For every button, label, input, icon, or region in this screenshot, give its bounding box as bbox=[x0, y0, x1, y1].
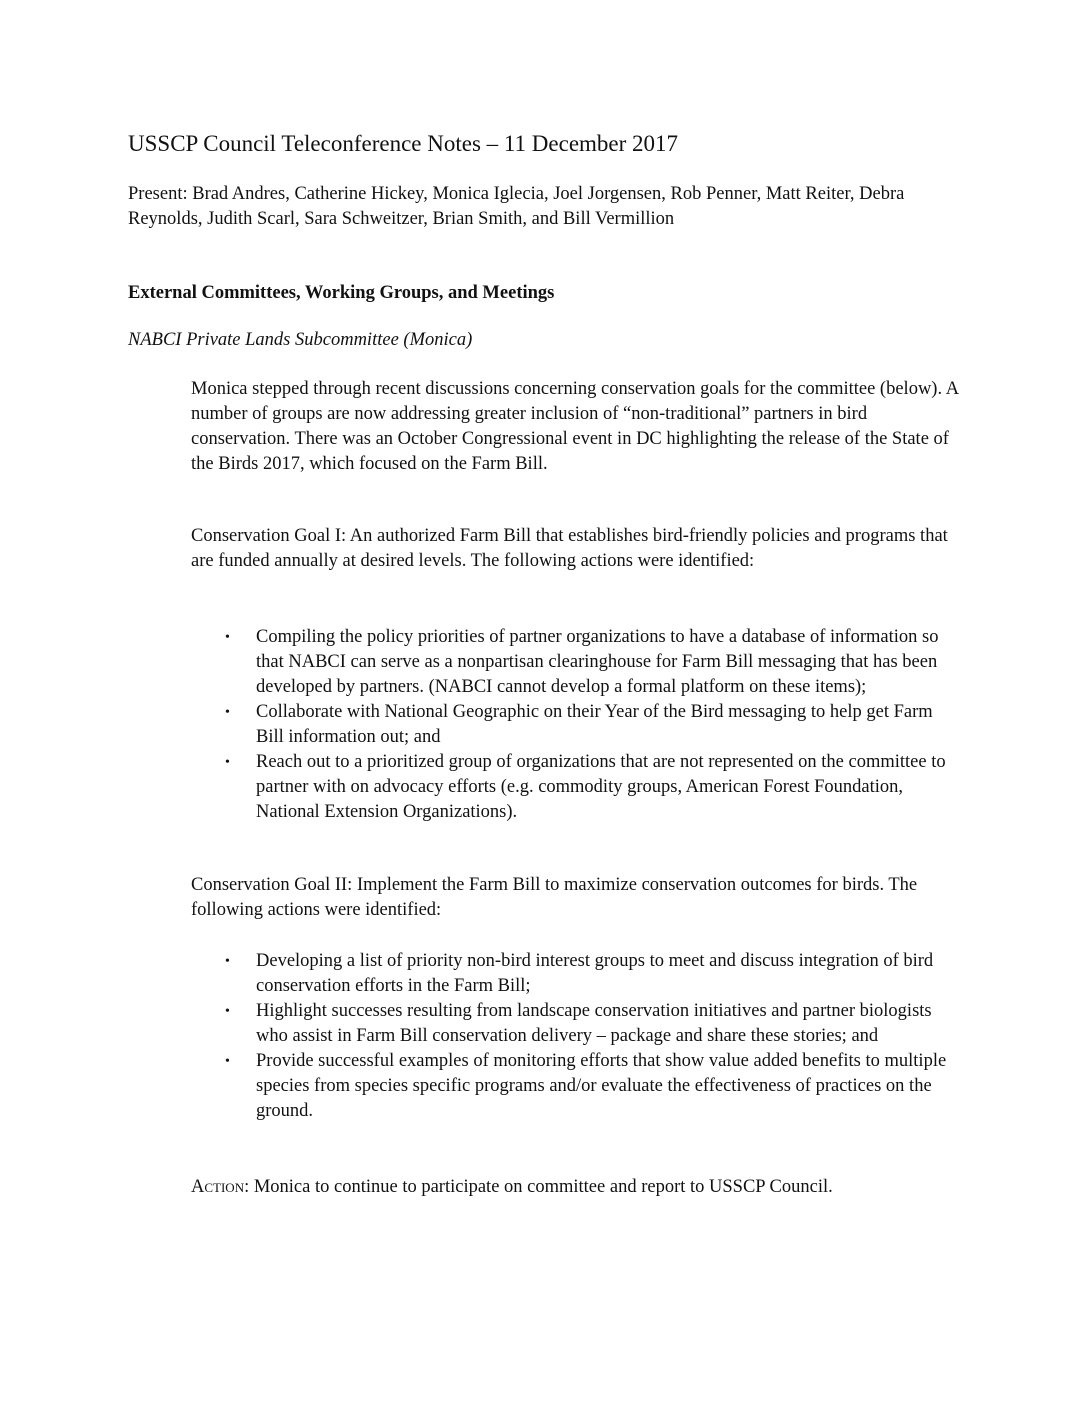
section-heading: External Committees, Working Groups, and Meetings bbox=[128, 283, 555, 303]
bullet-icon: • bbox=[225, 755, 230, 770]
list-item-text: Highlight successes resulting from landscape conservation initiatives and partner biologists who assist in Farm Bill conservation delivery – package and share these stories; and bbox=[256, 1001, 932, 1046]
list-item bbox=[225, 750, 965, 825]
goal-2-paragraph: Conservation Goal II: Implement the Farm Bill to maximize conservation outcomes for birds. The following actions were identified: bbox=[191, 875, 918, 920]
goal-1-paragraph: Conservation Goal I: An authorized Farm Bill that establishes bird-friendly policies and programs that are funded annually at desired levels. The following actions were identified: bbox=[191, 526, 948, 571]
action-item bbox=[191, 1175, 961, 1200]
list-item bbox=[225, 700, 965, 750]
list-item-text: Developing a list of priority non-bird interest groups to meet and discuss integration of bird conservation efforts in the Farm Bill; bbox=[256, 951, 934, 996]
bullet-icon: • bbox=[225, 1004, 230, 1019]
action-label: Action bbox=[191, 1177, 245, 1197]
list-item bbox=[225, 949, 965, 999]
list-item bbox=[225, 1049, 965, 1124]
document-title: USSCP Council Teleconference Notes – 11 December 2017 bbox=[128, 131, 679, 156]
bullet-icon: • bbox=[225, 1054, 230, 1069]
list-item-text: Compiling the policy priorities of partner organizations to have a database of information so that NABCI can serve as a nonpartisan clearinghouse for Farm Bill messaging that has been developed by partners. (NABCI cannot develop a formal platform on these items); bbox=[256, 627, 939, 697]
bullet-icon: • bbox=[225, 630, 230, 645]
list-item bbox=[225, 999, 965, 1049]
intro-paragraph: Monica stepped through recent discussions concerning conservation goals for the committee (below). A number of groups are now addressing greater inclusion of “non-traditional” partners in bird conservation. There was an October Congressional event in DC highlighting the release of the State of the Birds 2017, which focused on the Farm Bill. bbox=[191, 379, 959, 474]
bullet-icon: • bbox=[225, 954, 230, 969]
attendees-list: Present: Brad Andres, Catherine Hickey, Monica Iglecia, Joel Jorgensen, Rob Penner, Matt Reiter, Debra Reynolds, Judith Scarl, Sara Schweitzer, Brian Smith, and Bill Vermillion bbox=[128, 184, 905, 229]
list-item-text: Reach out to a prioritized group of organizations that are not represented on the committee to partner with on advocacy efforts (e.g. commodity groups, American Forest Foundation, National Extension Organizations). bbox=[256, 752, 946, 822]
goal-1-actions-list bbox=[225, 625, 965, 825]
list-item-text: Collaborate with National Geographic on their Year of the Bird messaging to help get Farm Bill information out; and bbox=[256, 702, 933, 747]
list-item bbox=[225, 625, 965, 700]
goal-2-actions-list bbox=[225, 949, 965, 1124]
subsection-heading: NABCI Private Lands Subcommittee (Monica) bbox=[128, 330, 473, 350]
bullet-icon: • bbox=[225, 705, 230, 720]
list-item-text: Provide successful examples of monitoring efforts that show value added benefits to multiple species from species specific programs and/or evaluate the effectiveness of practices on the ground. bbox=[256, 1051, 947, 1121]
action-text: : Monica to continue to participate on committee and report to USSCP Council. bbox=[244, 1177, 833, 1197]
